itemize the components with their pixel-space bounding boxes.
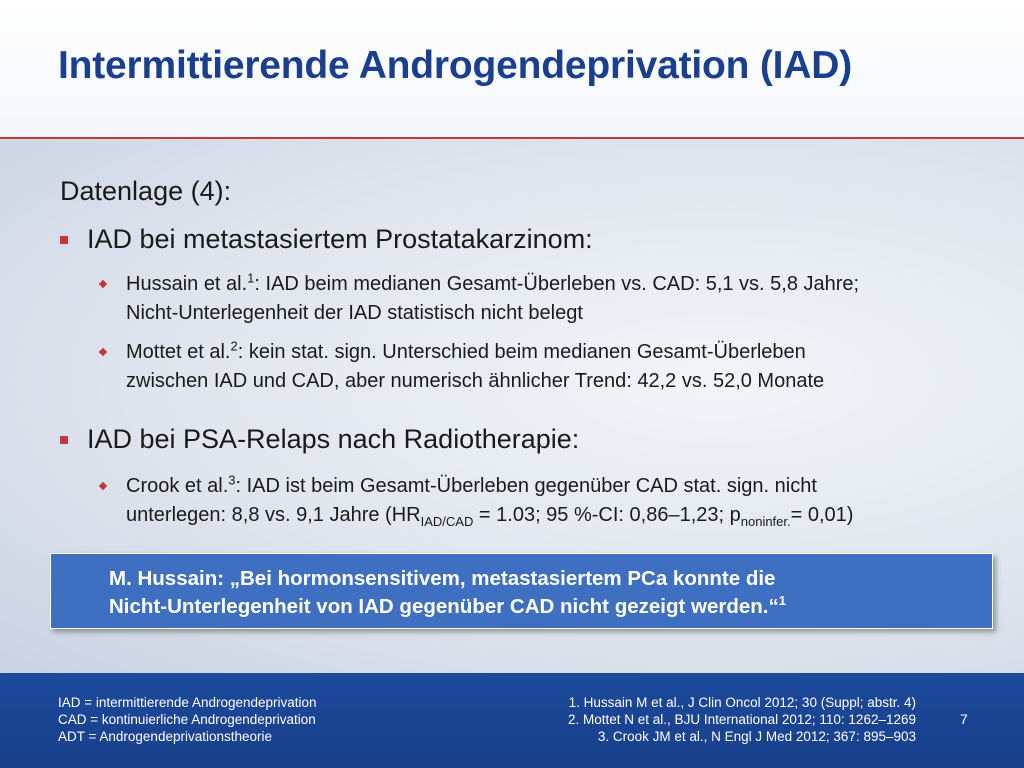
- diamond-bullet-icon: [99, 280, 107, 288]
- quote-line2: Nicht-Unterlegenheit von IAD gegenüber CAD nicht gezeigt werden.“: [109, 595, 779, 618]
- square-bullet-icon: [60, 236, 68, 244]
- bullet-psa-relapse: [60, 424, 579, 455]
- page-number: 7: [960, 711, 968, 727]
- item-text-line1: : IAD beim medianen Gesamt-Überleben vs. CAD: 5,1 vs. 5,8 Jahre;: [254, 273, 860, 295]
- abbreviation-item: ADT = Androgendeprivationstheorie: [58, 729, 273, 744]
- citation-sup: 2: [230, 338, 238, 354]
- citation-sup: 3: [228, 472, 236, 488]
- item-author: Crook et al.: [126, 475, 229, 497]
- bullet-label: IAD bei PSA-Relaps nach Radiotherapie:: [87, 424, 580, 454]
- item-author: Mottet et al.: [126, 341, 231, 363]
- item-text-line2a: unterlegen: 8,8 vs. 9,1 Jahre (HR: [126, 504, 421, 526]
- item-text-line2: zwischen IAD und CAD, aber numerisch ähnlicher Trend: 42,2 vs. 52,0 Monate: [126, 370, 825, 392]
- p-subscript: noninfer.: [740, 514, 791, 529]
- abbreviation-item: IAD = intermittierende Androgendeprivation: [58, 695, 317, 710]
- reference-item: 2. Mottet N et al., BJU International 2012; 110: 1262–1269: [568, 712, 916, 727]
- reference-item: 3. Crook JM et al., N Engl J Med 2012; 367: 895–903: [597, 729, 916, 744]
- quote-citation-sup: 1: [778, 593, 786, 609]
- slide-title: Intermittierende Androgendeprivation (IAD): [58, 44, 853, 87]
- item-author: Hussain et al.: [126, 273, 248, 295]
- diamond-bullet-icon: [99, 348, 107, 356]
- item-text-line2: Nicht-Unterlegenheit der IAD statistisch nicht belegt: [126, 302, 583, 324]
- list-item-mottet: [100, 338, 1020, 396]
- list-item-hussain: [100, 270, 1020, 328]
- quote-box: [50, 553, 993, 629]
- bullet-label: IAD bei metastasiertem Prostatakarzinom:: [87, 224, 593, 254]
- item-text-line2c: = 0,01): [790, 504, 854, 526]
- abbreviation-item: CAD = kontinuierliche Androgendeprivation: [58, 712, 316, 727]
- quote-line1: M. Hussain: „Bei hormonsensitivem, metastasiertem PCa konnte die: [109, 567, 776, 590]
- item-text-line1: : kein stat. sign. Unterschied beim medianen Gesamt-Überleben: [237, 341, 806, 363]
- square-bullet-icon: [60, 436, 68, 444]
- list-item-crook: [100, 472, 1020, 530]
- slide-footer: [0, 673, 1024, 768]
- item-text-line2b: = 1.03; 95 %-CI: 0,86–1,23; p: [473, 504, 741, 526]
- hr-subscript: IAD/CAD: [420, 514, 474, 529]
- diamond-bullet-icon: [99, 482, 107, 490]
- references-list: [568, 694, 916, 745]
- item-text-line1: : IAD ist beim Gesamt-Überleben gegenüber CAD stat. sign. nicht: [235, 475, 817, 497]
- slide-header: [0, 0, 1024, 137]
- section-heading: Datenlage (4):: [60, 176, 232, 206]
- reference-item: 1. Hussain M et al., J Clin Oncol 2012; 30 (Suppl; abstr. 4): [568, 695, 916, 710]
- citation-sup: 1: [247, 270, 255, 286]
- bullet-metastatic: [60, 224, 593, 255]
- abbreviations-list: [58, 694, 317, 745]
